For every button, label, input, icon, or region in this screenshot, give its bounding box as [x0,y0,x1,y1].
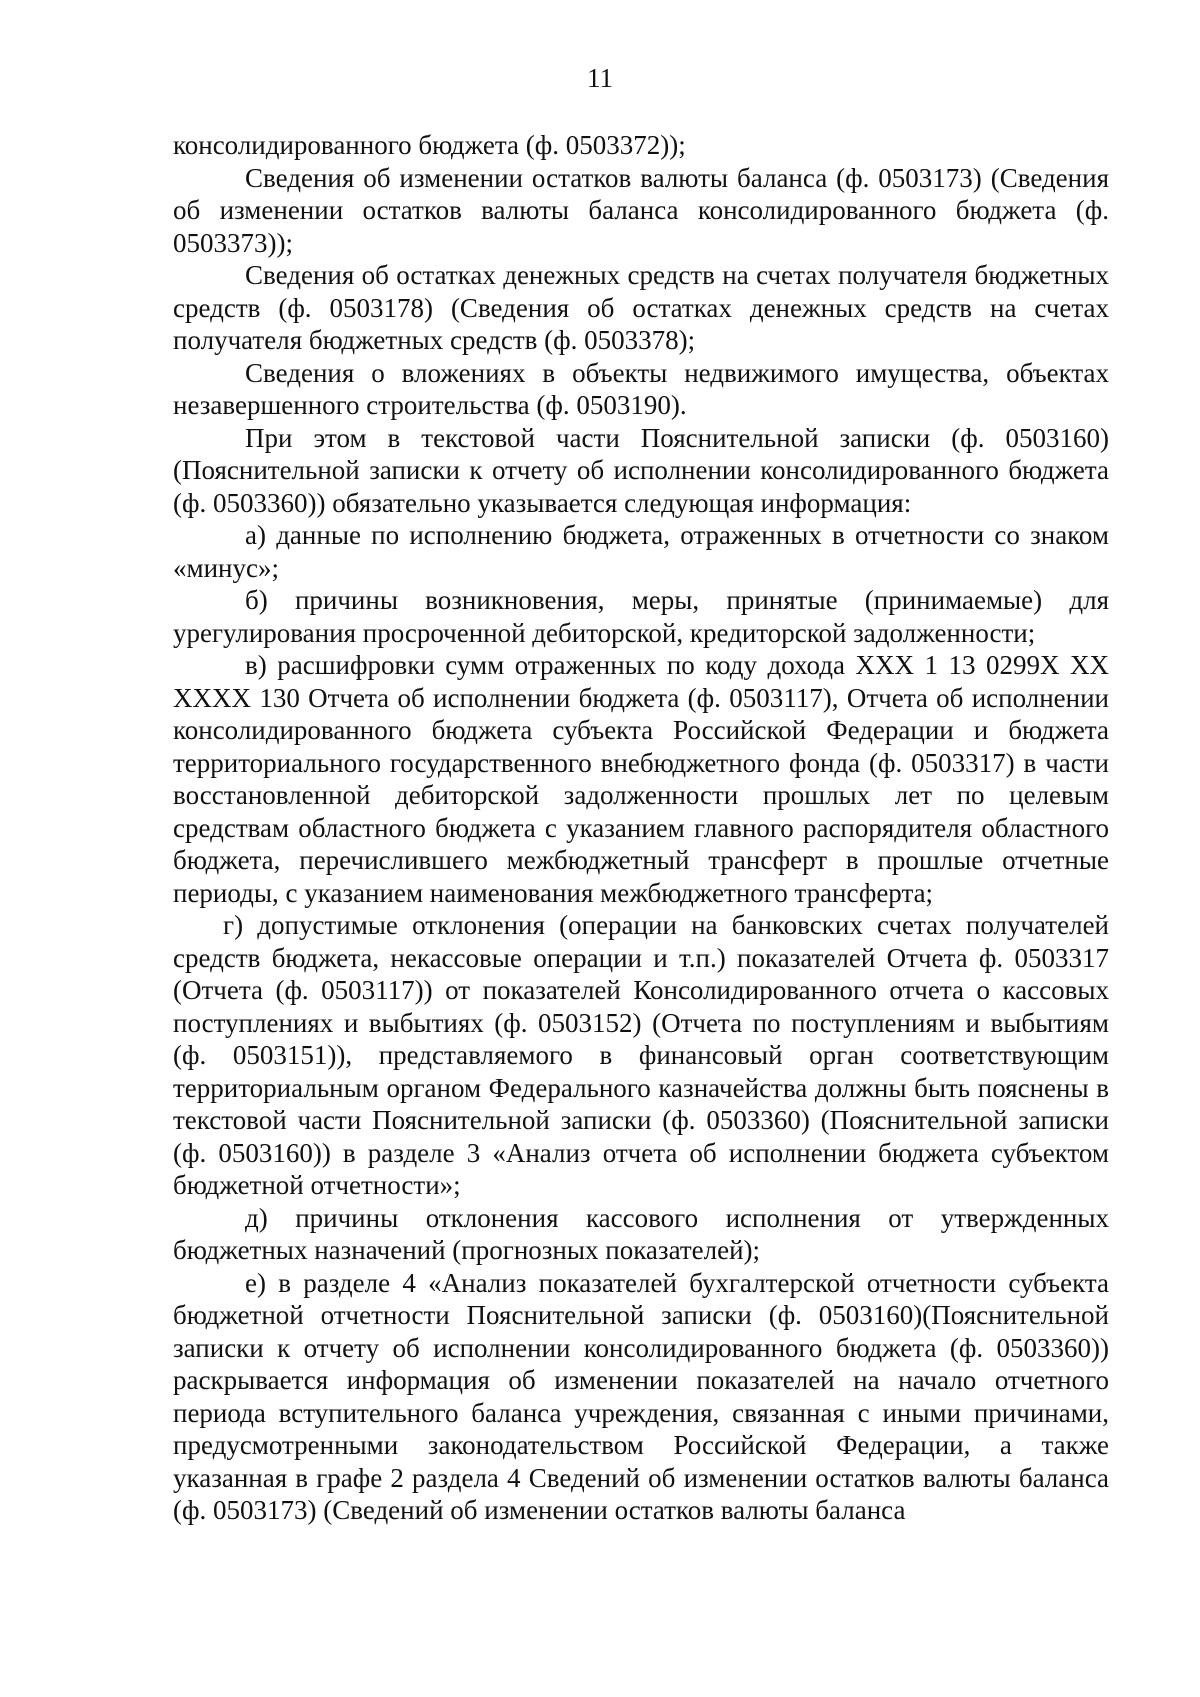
page-number: 11 [587,63,613,93]
paragraph-cash-balances: Сведения об остатках денежных средств на счетах получателя бюджетных средств (ф. 0503178) (Сведения об остатках денежных средств на счетах получателя бюджетных средств (ф. 0503378); [173,260,1109,355]
paragraph-explanatory-note-intro: При этом в текстовой части Пояснительной записки (ф. 0503160) (Пояснительной записки к отчету об исполнении консолидированного бюджета (ф. 0503360)) обязательно указывается следующая информация: [173,422,1109,518]
paragraph-continuation: консолидированного бюджета (ф. 0503372)); [173,130,686,160]
list-item-b: б) причины возникновения, меры, принятые (принимаемые) для урегулирования просроченной дебиторской, кредиторской задолженности; [173,585,1109,648]
paragraph-balance-changes: Сведения об изменении остатков валюты баланса (ф. 0503173) (Сведения об изменении остатков валюты баланса консолидированного бюджета (ф. 0503373)); [173,162,1109,258]
document-body [173,129,1109,1527]
list-item-v: в) расшифровки сумм отраженных по коду дохода XXX 1 13 0299X XX XXXX 130 Отчета об исполнении бюджета (ф. 0503117), Отчета об исполнении консолидированного бюджета субъекта Российской Федерации и бюджета территориального государственного внебюджетного фонда (ф. 0503317) в части восстановленной дебиторской задолженности прошлых лет по целевым средствам областного бюджета с указанием главного распорядителя областного бюджета, перечислившего межбюджетный трансферт в прошлые отчетные периоды, с указанием наименования межбюджетного трансферта; [173,650,1109,908]
paragraph-real-estate-investments: Сведения о вложениях в объекты недвижимого имущества, объектах незавершенного строительства (ф. 0503190). [173,357,1109,420]
list-item-g: г) допустимые отклонения (операции на банковских счетах получателей средств бюджета, некассовые операции и т.п.) показателей Отчета ф. 0503317 (Отчета (ф. 0503117)) от показателей Консолидированного отчета о кассовых поступлениях и выбытиях (ф. 0503152) (Отчета по поступлениям и выбытиям (ф. 0503151)), представляемого в финансовый орган соответствующим территориальным органом Федерального казначейства должны быть пояснены в текстовой части Пояснительной записки (ф. 0503360) (Пояснительной записки (ф. 0503160)) в разделе 3 «Анализ отчета об исполнении бюджета субъектом бюджетной отчетности»; [173,910,1109,1200]
list-item-a: а) данные по исполнению бюджета, отраженных в отчетности со знаком «минус»; [173,520,1109,583]
list-item-d: д) причины отклонения кассового исполнения от утвержденных бюджетных назначений (прогнозных показателей); [173,1202,1109,1265]
list-item-e: е) в разделе 4 «Анализ показателей бухгалтерской отчетности субъекта бюджетной отчетности Пояснительной записки (ф. 0503160)(Пояснительной записки к отчету об исполнении консолидированного бюджета (ф. 0503360)) раскрывается информация об изменении показателей на начало отчетного периода вступительного баланса учреждения, связанная с иными причинами, предусмотренными законодательством Российской Федерации, а также указанная в графе 2 раздела 4 Сведений об изменении остатков валюты баланса (ф. 0503173) (Сведений об изменении остатков валюты баланса [173,1267,1109,1525]
